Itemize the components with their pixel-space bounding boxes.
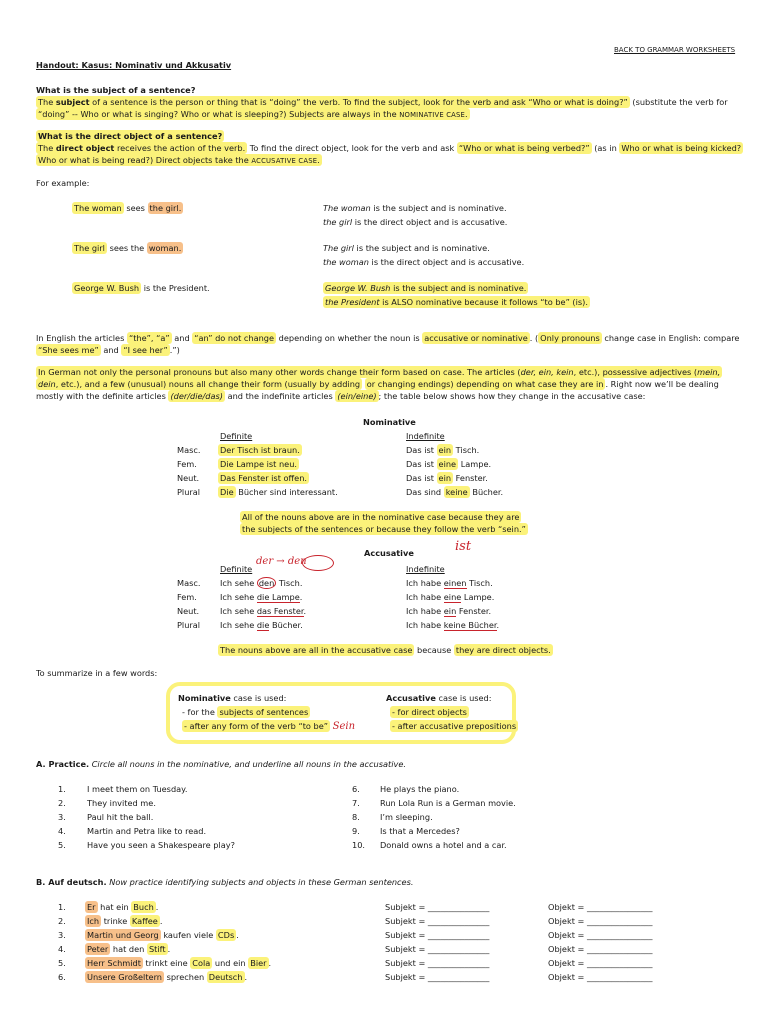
summary-accusative-item-2: - after accusative prepositions [392, 721, 517, 731]
nom-row-indefinite: Das ist ein Fenster. [406, 473, 488, 483]
nom-row-gender: Plural [177, 487, 201, 497]
for-example-label: For example: [36, 178, 90, 188]
object-definition-line1: The direct object receives the action of the verb. To find the direct object, look for the verb and ask “Who or what is being verbed?” (as in Who or what is being kicked? [38, 143, 742, 153]
objekt-blank[interactable]: Objekt = ________________ [548, 916, 653, 926]
summary-nominative-item-2: - after any form of the verb “to be” Sein [184, 721, 356, 732]
example-3-sentence: George W. Bush is the President. [74, 283, 210, 293]
example-2-sentence: The girl sees the woman. [74, 243, 182, 253]
acc-row-gender: Plural [177, 620, 201, 630]
acc-row-definite: Ich sehe das Fenster. [220, 606, 307, 616]
subject-definition-line2: “doing” -- Who or what is singing? Who or what is sleeping?) Subjects are always in the NOMINATIVE CASE. [38, 109, 468, 119]
subjekt-blank[interactable]: Subjekt = _______________ [385, 902, 490, 912]
practice-a-num: 7. [352, 798, 360, 808]
practice-b-num: 3. [58, 930, 66, 940]
practice-b-sentence: Er hat ein Buch . [87, 902, 159, 912]
accusative-col-definite: Definite [220, 564, 253, 574]
german-para-line2: dein, etc.), and a few (unusual) nouns all change their form (usually by adding or changing endings) depending on what case they are in . Right now we’ll be dealing [38, 379, 719, 389]
german-para-line1: In German not only the personal pronouns but also many other words change their form based on case. The articles (der, ein, kein, etc.), possessive adjectives (mein, [38, 367, 721, 377]
handwritten-der-den: der → den [256, 556, 307, 567]
nom-row-indefinite: Das sind keine Bücher. [406, 487, 504, 497]
practice-b-num: 5. [58, 958, 66, 968]
practice-a-sentence: Run Lola Run is a German movie. [380, 798, 516, 808]
handwritten-ist: ist [455, 539, 472, 554]
acc-row-indefinite: Ich habe eine Lampe. [406, 592, 495, 602]
nom-row-definite: Der Tisch ist braun. [220, 445, 300, 455]
nominative-table-title: Nominative [363, 417, 416, 427]
accusative-note: The nouns above are all in the accusative case because they are direct objects. [220, 645, 551, 655]
back-to-worksheets-link[interactable]: BACK TO GRAMMAR WORKSHEETS [614, 46, 736, 54]
practice-a-sentence: Is that a Mercedes? [380, 826, 460, 836]
practice-a-num: 2. [58, 798, 66, 808]
practice-a-sentence: They invited me. [87, 798, 156, 808]
practice-a-sentence: He plays the piano. [380, 784, 460, 794]
example-1-explanation-2: the girl is the direct object and is accusative. [323, 217, 508, 227]
subject-definition-line1: The subject of a sentence is the person or thing that is “doing” the verb. To find the subject, look for the verb and ask “Who or what is doing?” (substitute the verb for [38, 97, 728, 107]
example-1-explanation-1: The woman is the subject and is nominative. [323, 203, 507, 213]
english-articles-line1: In English the articles “the”, “a” and “an” do not change depending on whether the noun is accusative or nominative . ( Only pronouns change case in English: compare [36, 333, 740, 343]
acc-row-indefinite: Ich habe einen Tisch. [406, 578, 493, 588]
practice-a-sentence: Have you seen a Shakespeare play? [87, 840, 235, 850]
acc-row-gender: Masc. [177, 578, 201, 588]
objekt-blank[interactable]: Objekt = ________________ [548, 972, 653, 982]
example-2-explanation-2: the woman is the direct object and is accusative. [323, 257, 525, 267]
practice-b-sentence: Unsere Großeltern sprechen Deutsch . [87, 972, 248, 982]
subjekt-blank[interactable]: Subjekt = _______________ [385, 972, 490, 982]
practice-b-num: 1. [58, 902, 66, 912]
english-articles-line2: “She sees me” and “I see her” .”) [38, 345, 180, 355]
practice-b-sentence: Herr Schmidt trinkt eine Cola und ein Bier . [87, 958, 272, 968]
acc-row-indefinite: Ich habe ein Fenster. [406, 606, 492, 616]
practice-a-heading: A. Practice. Circle all nouns in the nominative, and underline all nouns in the accusative. [36, 759, 406, 769]
practice-a-num: 1. [58, 784, 66, 794]
nom-row-definite: Die Lampe ist neu. [220, 459, 297, 469]
nominative-col-indefinite: Indefinite [406, 431, 445, 441]
practice-a-num: 10. [352, 840, 366, 850]
objekt-blank[interactable]: Objekt = ________________ [548, 958, 653, 968]
practice-a-sentence: Paul hit the ball. [87, 812, 154, 822]
objekt-blank[interactable]: Objekt = ________________ [548, 930, 653, 940]
practice-a-sentence: I’m sleeping. [380, 812, 433, 822]
practice-a-sentence: I meet them on Tuesday. [87, 784, 188, 794]
practice-b-num: 6. [58, 972, 66, 982]
practice-b-heading: B. Auf deutsch. Now practice identifying subjects and objects in these German sentences. [36, 877, 414, 887]
acc-row-gender: Neut. [177, 606, 200, 616]
acc-row-definite: Ich sehe den Tisch. [220, 578, 303, 588]
nom-row-gender: Neut. [177, 473, 200, 483]
summary-nominative-heading: Nominative case is used: [178, 693, 287, 703]
practice-b-sentence: Martin und Georg kaufen viele CDs . [87, 930, 239, 940]
nom-row-definite: Die Bücher sind interessant. [220, 487, 338, 497]
nom-row-indefinite: Das ist ein Tisch. [406, 445, 480, 455]
objekt-blank[interactable]: Objekt = ________________ [548, 944, 653, 954]
nominative-col-definite: Definite [220, 431, 253, 441]
nom-row-gender: Fem. [177, 459, 197, 469]
subjekt-blank[interactable]: Subjekt = _______________ [385, 916, 490, 926]
example-2-explanation-1: The girl is the subject and is nominative. [323, 243, 490, 253]
acc-row-indefinite: Ich habe keine Bücher. [406, 620, 500, 630]
practice-a-sentence: Martin and Petra like to read. [87, 826, 207, 836]
example-3-explanation-2: the President is ALSO nominative because it follows “to be” (is). [325, 297, 588, 307]
accusative-col-indefinite: Indefinite [406, 564, 445, 574]
objekt-blank[interactable]: Objekt = ________________ [548, 902, 653, 912]
practice-a-num: 9. [352, 826, 360, 836]
summary-accusative-heading: Accusative case is used: [386, 693, 492, 703]
practice-a-num: 5. [58, 840, 66, 850]
subjekt-blank[interactable]: Subjekt = _______________ [385, 930, 490, 940]
nom-row-definite: Das Fenster ist offen. [220, 473, 307, 483]
summary-nominative-item-1: - for the subjects of sentences [182, 707, 309, 717]
subject-question: What is the subject of a sentence? [36, 85, 196, 95]
nominative-note-line1: All of the nouns above are in the nominative case because they are [242, 512, 520, 522]
nom-row-indefinite: Das ist eine Lampe. [406, 459, 492, 469]
nom-row-gender: Masc. [177, 445, 201, 455]
practice-a-num: 6. [352, 784, 360, 794]
handwritten-circle [302, 555, 334, 571]
summary-accusative-item-1: - for direct objects [392, 707, 467, 717]
practice-b-sentence: Peter hat den Stift . [87, 944, 171, 954]
practice-b-num: 2. [58, 916, 66, 926]
practice-b-sentence: Ich trinke Kaffee . [87, 916, 163, 926]
acc-row-gender: Fem. [177, 592, 197, 602]
summary-intro: To summarize in a few words: [36, 668, 158, 678]
acc-row-definite: Ich sehe die Bücher. [220, 620, 303, 630]
practice-b-num: 4. [58, 944, 66, 954]
handout-title: Handout: Kasus: Nominativ und Akkusativ [36, 60, 232, 70]
subjekt-blank[interactable]: Subjekt = _______________ [385, 944, 490, 954]
subjekt-blank[interactable]: Subjekt = _______________ [385, 958, 490, 968]
accusative-table-title: Accusative [364, 548, 414, 558]
object-definition-line2: Who or what is being read?) Direct objects take the ACCUSATIVE CASE. [38, 155, 320, 165]
german-para-line3: mostly with the definite articles (der/die/das) and the indefinite articles (ein/eine) ; the table below shows how they change in the accusative case: [36, 391, 646, 401]
acc-row-definite: Ich sehe die Lampe. [220, 592, 303, 602]
example-1-sentence: The woman sees the girl. [74, 203, 182, 213]
practice-a-num: 8. [352, 812, 360, 822]
nominative-note-line2: the subjects of the sentences or because they follow the verb “sein.” [242, 524, 526, 534]
practice-a-num: 4. [58, 826, 66, 836]
practice-a-num: 3. [58, 812, 66, 822]
practice-a-sentence: Donald owns a hotel and a car. [380, 840, 507, 850]
object-question: What is the direct object of a sentence? [38, 131, 223, 141]
example-3-explanation-1: George W. Bush is the subject and is nominative. [325, 283, 527, 293]
